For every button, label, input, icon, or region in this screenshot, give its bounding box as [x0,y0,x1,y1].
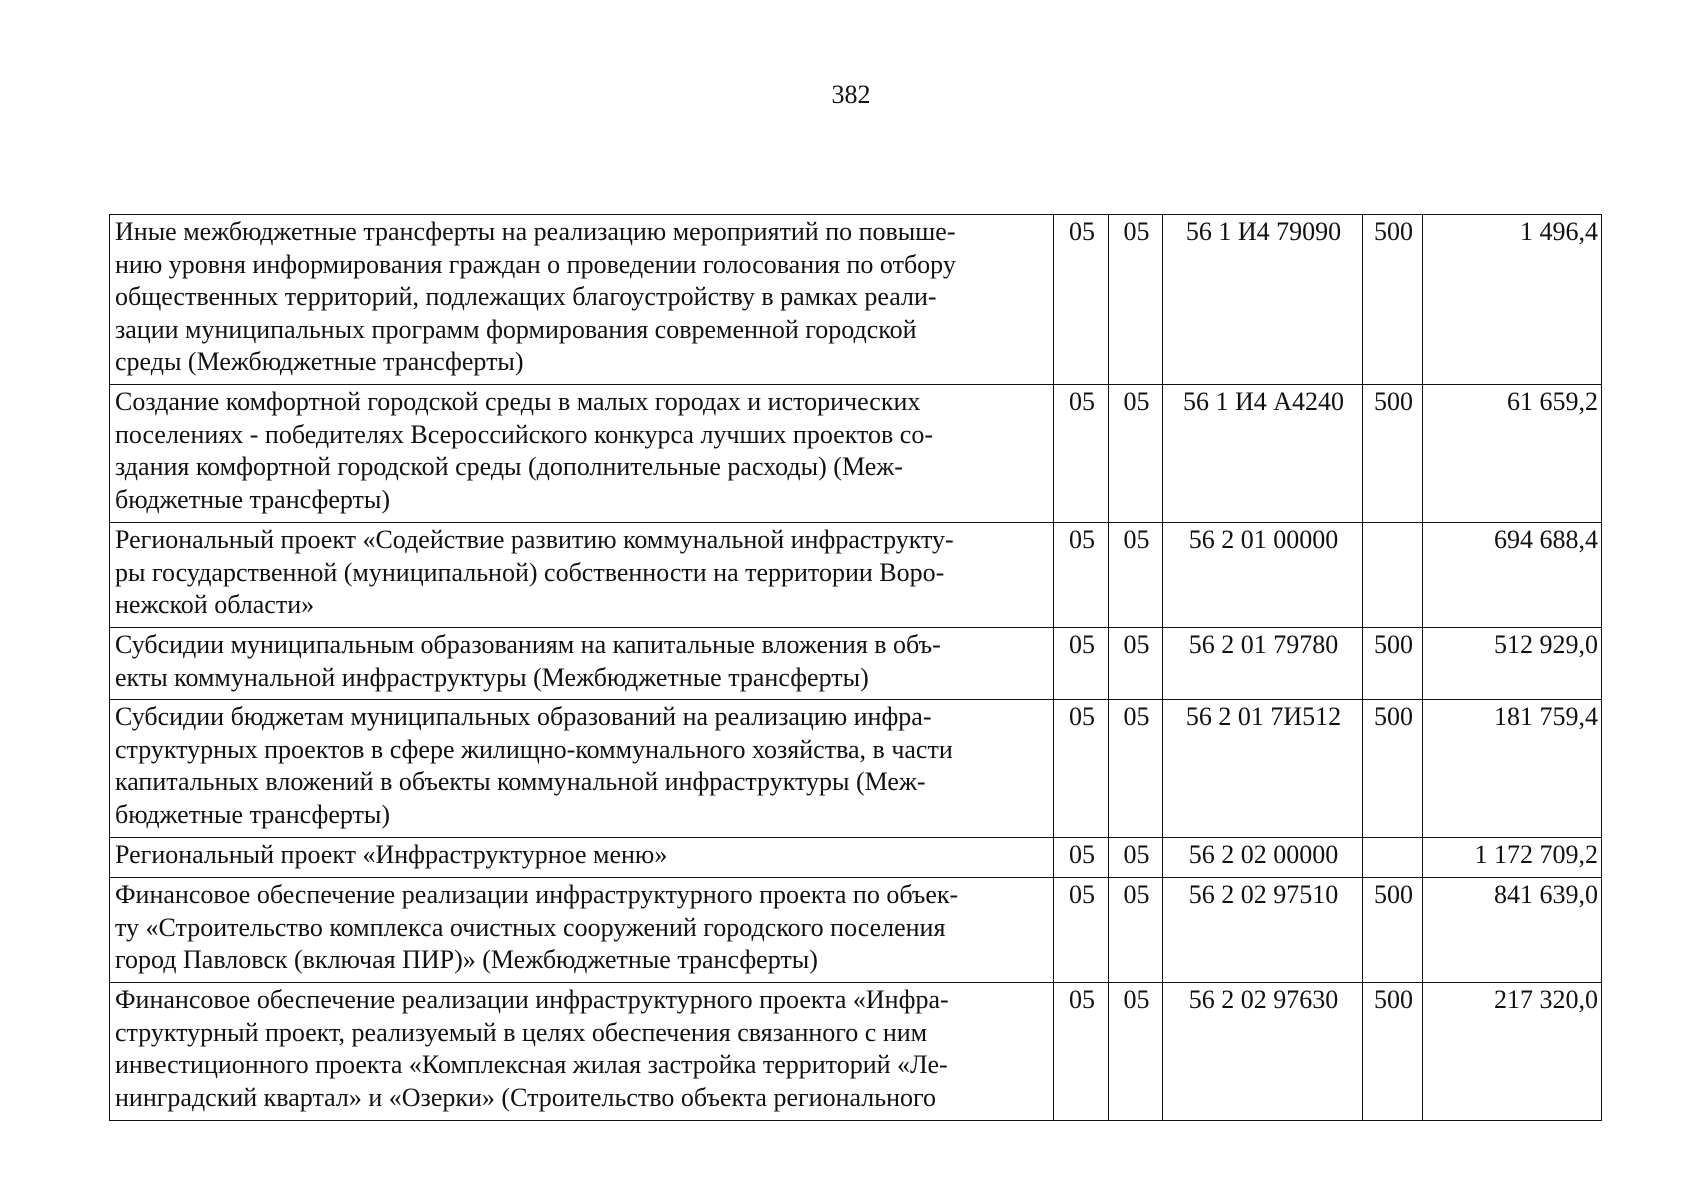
section-code-cell: 05 [1054,878,1109,983]
expense-type-code-cell [1363,838,1423,878]
expense-name-line: нежской области» [115,590,315,619]
subsection-code-cell: 05 [1109,878,1163,983]
expense-name-line: Иные межбюджетные трансферты на реализацию мероприятий по повыше- [115,217,956,246]
target-item-code-cell: 56 2 02 97510 [1163,878,1363,983]
subsection-code-cell: 05 [1109,385,1163,523]
table-row [110,700,1602,838]
expense-type-code-cell: 500 [1363,628,1423,700]
amount-cell: 217 320,0 [1423,983,1602,1121]
subsection-code-cell: 05 [1109,983,1163,1121]
amount-cell: 1 496,4 [1423,215,1602,385]
budget-table [109,214,1602,1121]
expense-type-code-cell: 500 [1363,700,1423,838]
expense-type-code-cell: 500 [1363,983,1423,1121]
subsection-code-cell: 05 [1109,628,1163,700]
expense-name-cell [110,878,1054,983]
expense-name-line: Региональный проект «Инфраструктурное меню» [115,840,668,869]
expense-name-line: бюджетные трансферты) [115,799,391,829]
expense-name-line: структурных проектов в сфере жилищно-коммунального хозяйства, в части [115,734,953,764]
expense-name-cell [110,983,1054,1121]
expense-name-cell [110,215,1054,385]
section-code-cell: 05 [1054,628,1109,700]
amount-cell: 181 759,4 [1423,700,1602,838]
expense-name-line: структурный проект, реализуемый в целях обеспечения связанного с ним [115,1017,928,1047]
table-row [110,523,1602,628]
expense-name-line: ры государственной (муниципальной) собственности на территории Воро- [115,557,945,587]
table-row [110,215,1602,385]
expense-name-line: Финансовое обеспечение реализации инфраструктурного проекта «Инфра- [115,985,949,1014]
expense-type-code-cell: 500 [1363,878,1423,983]
expense-name-line: Региональный проект «Содействие развитию коммунальной инфраструкту- [115,525,954,554]
target-item-code-cell: 56 2 01 00000 [1163,523,1363,628]
target-item-code-cell: 56 2 01 7И512 [1163,700,1363,838]
expense-name-line: поселениях - победителях Всероссийского конкурса лучших проектов со- [115,419,933,449]
section-code-cell: 05 [1054,215,1109,385]
subsection-code-cell: 05 [1109,523,1163,628]
target-item-code-cell: 56 1 И4 А4240 [1163,385,1363,523]
target-item-code-cell: 56 2 02 00000 [1163,838,1363,878]
expense-name-line: Субсидии бюджетам муниципальных образований на реализацию инфра- [115,702,932,731]
section-code-cell: 05 [1054,700,1109,838]
expense-name-cell [110,628,1054,700]
expense-name-cell [110,385,1054,523]
expense-type-code-cell: 500 [1363,385,1423,523]
expense-name-line: Создание комфортной городской среды в малых городах и исторических [115,387,921,416]
expense-name-line: город Павловск (включая ПИР)» (Межбюджетные трансферты) [115,945,818,974]
expense-name-line: бюджетные трансферты) [115,484,391,514]
section-code-cell: 05 [1054,523,1109,628]
expense-name-cell [110,838,1054,878]
amount-cell: 1 172 709,2 [1423,838,1602,878]
expense-name-line: зации муниципальных программ формирования современной городской [115,314,917,344]
expense-name-line: инвестиционного проекта «Комплексная жилая застройка территорий «Ле- [115,1050,948,1079]
expense-name-line: здания комфортной городской среды (дополнительные расходы) (Меж- [115,452,903,481]
subsection-code-cell: 05 [1109,215,1163,385]
expense-name-line: общественных территорий, подлежащих благоустройству в рамках реали- [115,282,937,311]
subsection-code-cell: 05 [1109,700,1163,838]
amount-cell: 61 659,2 [1423,385,1602,523]
expense-name-line: капитальных вложений в объекты коммунальной инфраструктуры (Меж- [115,767,926,796]
expense-name-cell [110,700,1054,838]
expense-name-line: екты коммунальной инфраструктуры (Межбюджетные трансферты) [115,662,869,692]
expense-name-line: среды (Межбюджетные трансферты) [115,347,524,376]
expense-name-cell [110,523,1054,628]
subsection-code-cell: 05 [1109,838,1163,878]
expense-name-line: Финансовое обеспечение реализации инфраструктурного проекта по объек- [115,880,959,909]
budget-table-body [110,215,1602,1121]
section-code-cell: 05 [1054,838,1109,878]
expense-name-line: нию уровня информирования граждан о проведении голосования по отбору [115,249,956,279]
target-item-code-cell: 56 2 02 97630 [1163,983,1363,1121]
amount-cell: 512 929,0 [1423,628,1602,700]
expense-type-code-cell: 500 [1363,215,1423,385]
expense-type-code-cell [1363,523,1423,628]
section-code-cell: 05 [1054,983,1109,1121]
table-row [110,878,1602,983]
expense-name-line: Субсидии муниципальным образованиям на капитальные вложения в объ- [115,630,941,659]
table-row [110,628,1602,700]
target-item-code-cell: 56 2 01 79780 [1163,628,1363,700]
page-number: 382 [831,80,871,109]
amount-cell: 841 639,0 [1423,878,1602,983]
table-row [110,385,1602,523]
expense-name-line: нинградский квартал» и «Озерки» (Строительство объекта регионального [115,1082,937,1112]
amount-cell: 694 688,4 [1423,523,1602,628]
table-row [110,983,1602,1121]
table-row [110,838,1602,878]
target-item-code-cell: 56 1 И4 79090 [1163,215,1363,385]
expense-name-line: ту «Строительство комплекса очистных сооружений городского поселения [115,912,946,942]
section-code-cell: 05 [1054,385,1109,523]
